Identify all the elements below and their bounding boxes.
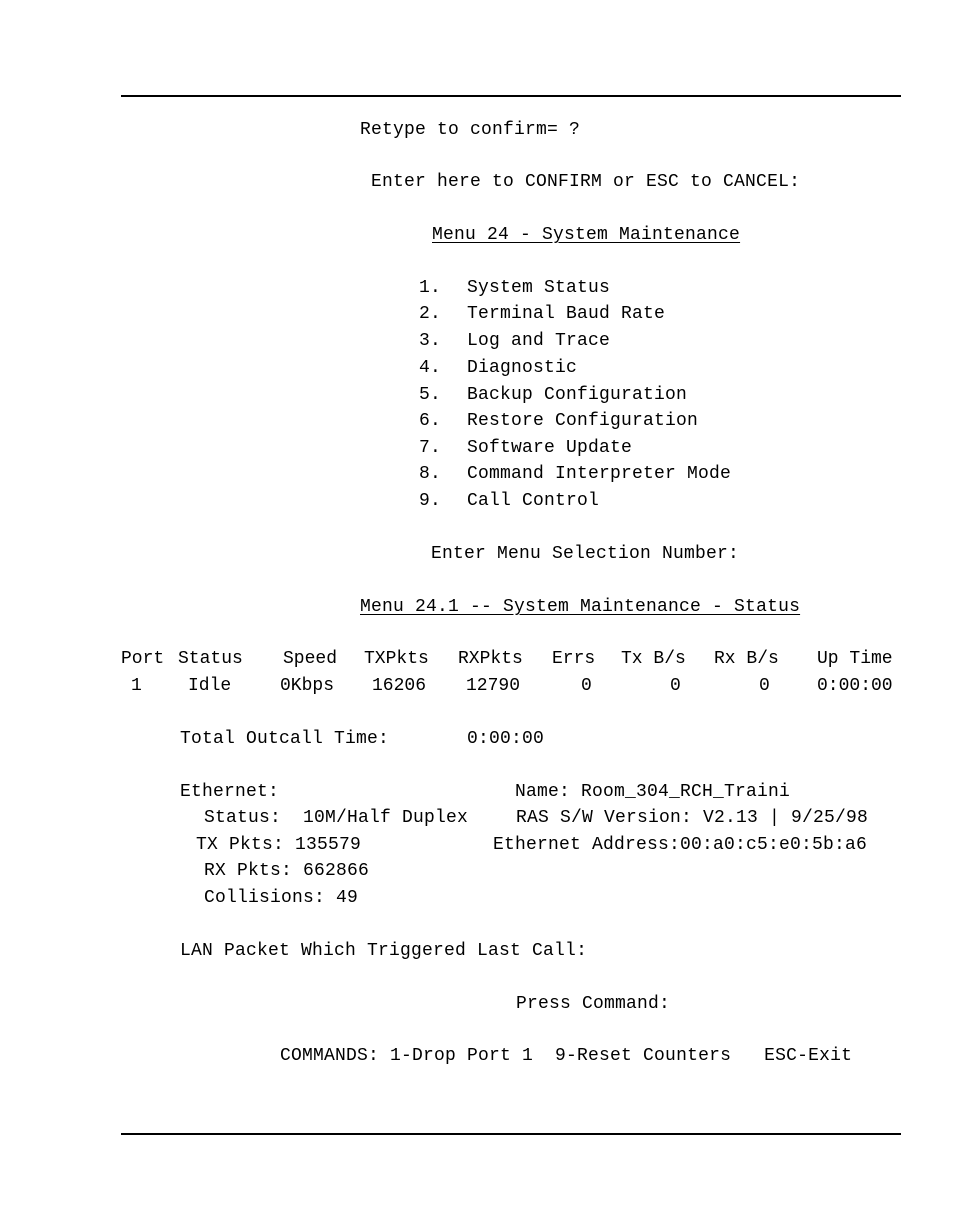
menu-item-number: 7. bbox=[419, 438, 442, 458]
menu-item-restore-configuration[interactable] bbox=[419, 410, 698, 432]
menu-item-system-status[interactable] bbox=[419, 277, 610, 299]
cell-port: 1 bbox=[131, 676, 142, 696]
menu-item-backup-configuration[interactable] bbox=[419, 384, 687, 406]
ethernet-tx-packets: TX Pkts: 135579 bbox=[196, 835, 362, 855]
menu-item-label: Backup Configuration bbox=[467, 385, 688, 405]
menu-item-label: Call Control bbox=[467, 491, 600, 511]
col-header-txpkts: TXPkts bbox=[364, 649, 429, 669]
menu-item-number: 1. bbox=[419, 278, 442, 298]
ethernet-rx-packets: RX Pkts: 662866 bbox=[204, 861, 370, 881]
press-command-prompt[interactable]: Press Command: bbox=[516, 994, 671, 1014]
ethernet-label: Ethernet: bbox=[180, 782, 280, 802]
menu-selection-prompt[interactable]: Enter Menu Selection Number: bbox=[431, 544, 740, 564]
menu-item-label: Terminal Baud Rate bbox=[467, 304, 666, 324]
col-header-tx-bps: Tx B/s bbox=[621, 649, 686, 669]
menu-item-number: 9. bbox=[419, 491, 442, 511]
menu-item-command-interpreter-mode[interactable] bbox=[419, 463, 731, 485]
menu-24-1-title: Menu 24.1 -- System Maintenance - Status bbox=[360, 597, 801, 617]
col-header-errs: Errs bbox=[552, 649, 596, 669]
cell-errs: 0 bbox=[581, 676, 592, 696]
menu-item-software-update[interactable] bbox=[419, 437, 632, 459]
system-name: Name: Room_304_RCH_Traini bbox=[515, 782, 791, 802]
menu-item-label: Command Interpreter Mode bbox=[467, 464, 732, 484]
menu-item-terminal-baud-rate[interactable] bbox=[419, 303, 665, 325]
menu-item-label: System Status bbox=[467, 278, 611, 298]
ethernet-address: Ethernet Address:00:a0:c5:e0:5b:a6 bbox=[493, 835, 868, 855]
cell-up-time: 0:00:00 bbox=[817, 676, 893, 696]
menu-item-number: 5. bbox=[419, 385, 442, 405]
cell-rxpkts: 12790 bbox=[466, 676, 521, 696]
col-header-speed: Speed bbox=[283, 649, 338, 669]
cell-speed: 0Kbps bbox=[280, 676, 335, 696]
col-header-up-time: Up Time bbox=[817, 649, 893, 669]
total-outcall-label: Total Outcall Time: bbox=[180, 729, 390, 749]
menu-item-label: Diagnostic bbox=[467, 358, 578, 378]
cell-tx-bps: 0 bbox=[670, 676, 681, 696]
menu-item-label: Restore Configuration bbox=[467, 411, 699, 431]
col-header-rxpkts: RXPkts bbox=[458, 649, 523, 669]
ras-software-version: RAS S/W Version: V2.13 | 9/25/98 bbox=[516, 808, 869, 828]
lan-packet-trigger-label: LAN Packet Which Triggered Last Call: bbox=[180, 941, 588, 961]
menu-item-call-control[interactable] bbox=[419, 490, 599, 512]
total-outcall-value: 0:00:00 bbox=[467, 729, 545, 749]
top-divider bbox=[121, 95, 901, 97]
menu-item-number: 3. bbox=[419, 331, 442, 351]
menu-24-title: Menu 24 - System Maintenance bbox=[432, 225, 741, 245]
retype-confirm-prompt: Retype to confirm= ? bbox=[360, 120, 581, 140]
col-header-status: Status bbox=[178, 649, 243, 669]
menu-item-label: Log and Trace bbox=[467, 331, 611, 351]
menu-item-label: Software Update bbox=[467, 438, 633, 458]
commands-help-line: COMMANDS: 1-Drop Port 1 9-Reset Counters ESC-Exit bbox=[280, 1046, 853, 1066]
col-header-rx-bps: Rx B/s bbox=[714, 649, 779, 669]
cell-status: Idle bbox=[188, 676, 232, 696]
ethernet-collisions: Collisions: 49 bbox=[204, 888, 359, 908]
menu-item-number: 4. bbox=[419, 358, 442, 378]
menu-item-diagnostic[interactable] bbox=[419, 357, 577, 379]
cell-rx-bps: 0 bbox=[759, 676, 770, 696]
confirm-cancel-prompt: Enter here to CONFIRM or ESC to CANCEL: bbox=[371, 172, 801, 192]
menu-item-number: 8. bbox=[419, 464, 442, 484]
bottom-divider bbox=[121, 1133, 901, 1135]
menu-item-number: 6. bbox=[419, 411, 442, 431]
menu-item-log-and-trace[interactable] bbox=[419, 330, 610, 352]
cell-txpkts: 16206 bbox=[372, 676, 427, 696]
menu-item-number: 2. bbox=[419, 304, 442, 324]
col-header-port: Port bbox=[121, 649, 165, 669]
ethernet-status: Status: 10M/Half Duplex bbox=[204, 808, 469, 828]
